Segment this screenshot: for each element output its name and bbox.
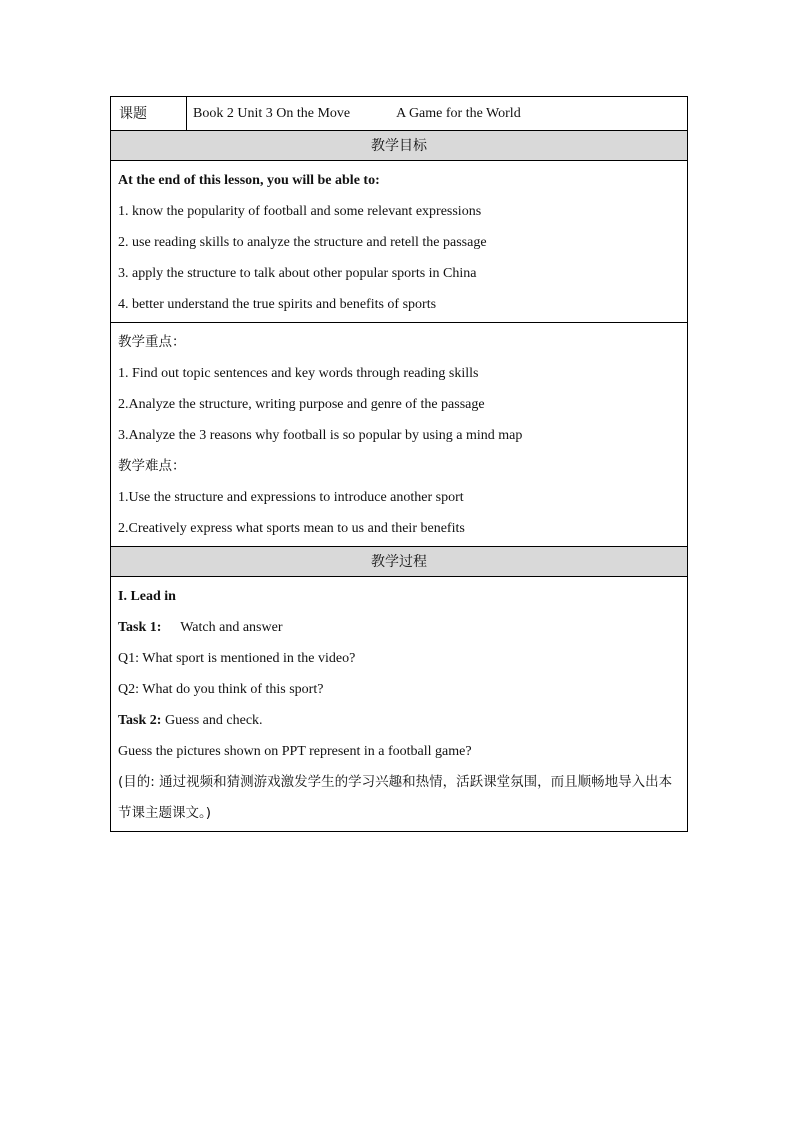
key-point-item: 2.Analyze the structure, writing purpose and genre of the passage xyxy=(118,397,485,412)
task-1-label: Task 1: xyxy=(118,620,162,635)
title-row xyxy=(111,97,687,131)
lesson-topic: A Game for the World xyxy=(396,106,521,121)
task-1-text: Watch and answer xyxy=(180,620,283,635)
purpose-note: (目的: 通过视频和猜测游戏激发学生的学习兴趣和热情，活跃课堂氛围，而且顺畅地导入出本节课主题课文。) xyxy=(118,774,673,821)
topic-value xyxy=(187,97,687,130)
objectives-block xyxy=(111,161,687,323)
lesson-plan-table xyxy=(110,96,688,832)
task-2-text: Guess and check. xyxy=(164,713,263,728)
objectives-heading: 教学目标 xyxy=(111,131,687,161)
guess-instruction: Guess the pictures shown on PPT represent in a football game? xyxy=(118,744,472,759)
book-unit-title: Book 2 Unit 3 On the Move xyxy=(193,106,351,121)
objective-item: 3. apply the structure to talk about other popular sports in China xyxy=(118,266,477,281)
objectives-intro: At the end of this lesson, you will be able to: xyxy=(118,173,380,188)
objective-item: 2. use reading skills to analyze the structure and retell the passage xyxy=(118,235,487,250)
topic-label: 课题 xyxy=(111,97,187,130)
task-1 xyxy=(118,612,680,643)
task-2-label: Task 2: xyxy=(118,713,162,728)
process-heading: 教学过程 xyxy=(111,547,687,577)
lead-in-heading: I. Lead in xyxy=(118,589,176,604)
key-points-block xyxy=(111,323,687,547)
objective-item: 4. better understand the true spirits and benefits of sports xyxy=(118,297,437,312)
difficult-points-heading: 教学难点： xyxy=(118,458,186,474)
difficult-point-item: 1.Use the structure and expressions to introduce another sport xyxy=(118,490,464,505)
process-block xyxy=(111,577,687,831)
question-1: Q1: What sport is mentioned in the video? xyxy=(118,651,356,666)
key-points-heading: 教学重点： xyxy=(118,334,186,350)
key-point-item: 1. Find out topic sentences and key words through reading skills xyxy=(118,366,479,381)
task-2 xyxy=(118,705,680,736)
objective-item: 1. know the popularity of football and some relevant expressions xyxy=(118,204,482,219)
difficult-point-item: 2.Creatively express what sports mean to us and their benefits xyxy=(118,521,465,536)
key-point-item: 3.Analyze the 3 reasons why football is so popular by using a mind map xyxy=(118,428,523,443)
question-2: Q2: What do you think of this sport? xyxy=(118,682,324,697)
